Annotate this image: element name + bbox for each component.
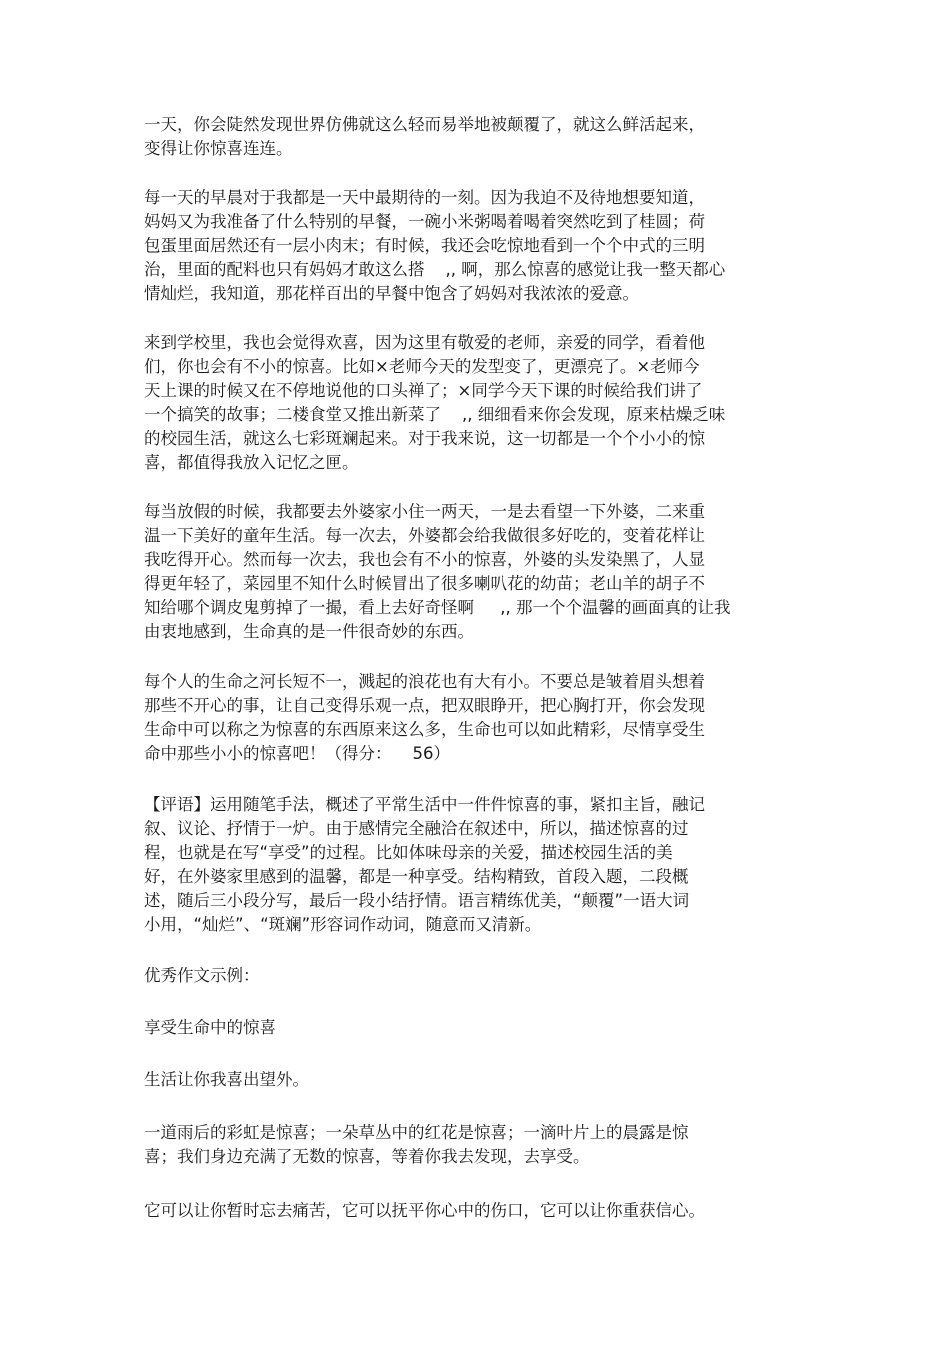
paragraph [144,1121,784,1169]
comment-paragraph [144,793,784,937]
text-line: 小用，“灿烂”、“斑斓”形容词作动词，随意而又清新。 [144,915,542,934]
text-line: 每个人的生命之河长短不一，溅起的浪花也有大有小。不要总是皱着眉头想着 [144,672,705,691]
text-line: 好，在外婆家里感到的温馨，都是一种享受。结构精致，首段入题，二段概 [144,867,689,886]
text-line: 【评语】运用随笔手法，概述了平常生活中一件件惊喜的事，紧扣主旨，融记 [144,795,705,814]
text-line: 治，里面的配料也只有妈妈才敢这么搭 ,, 啊，那么惊喜的感觉让我一整天都心 [144,260,726,279]
paragraph [144,1199,784,1223]
text-line: 一天，你会陡然发现世界仿佛就这么轻而易举地被颠覆了，就这么鲜活起来， [144,115,705,134]
text-line: 天上课的时候又在不停地说他的口头禅了；×同学今天下课的时候给我们讲了 [144,381,703,400]
text-line: 生活让你我喜出望外。 [144,1070,309,1089]
paragraph [144,331,784,475]
text-line: 们，你也会有不小的惊喜。比如×老师今天的发型变了，更漂亮了。×老师今 [144,357,700,376]
text-line: 知给哪个调皮鬼剪掉了一撮，看上去好奇怪啊 ,, 那一个个温馨的画面真的让我 [144,598,731,617]
paragraph [144,500,784,644]
text-line: 优秀作文示例： [144,966,260,985]
text-line: 来到学校里，我也会觉得欢喜，因为这里有敬爱的老师，亲爱的同学，看着他 [144,333,705,352]
text-line: 一个搞笑的故事；二楼食堂又推出新菜了 ,, 细细看来你会发现，原来枯燥乏味 [144,405,726,424]
text-line: 得更年轻了，菜园里不知什么时候冒出了很多喇叭花的幼苗；老山羊的胡子不 [144,574,705,593]
text-line: 由衷地感到，生命真的是一件很奇妙的东西。 [144,622,474,641]
text-line: 温一下美好的童年生活。每一次去，外婆都会给我做很多好吃的，变着花样让 [144,526,705,545]
text-line: 包蛋里面居然还有一层小肉末；有时候，我还会吃惊地看到一个个中式的三明 [144,236,705,255]
paragraph [144,1068,784,1092]
text-line: 我吃得开心。然而每一次去，我也会有不小的惊喜，外婆的头发染黑了，人显 [144,550,705,569]
text-line: 它可以让你暂时忘去痛苦，它可以抚平你心中的伤口，它可以让你重获信心。 [144,1201,705,1220]
text-line: 一道雨后的彩虹是惊喜；一朵草丛中的红花是惊喜；一滴叶片上的晨露是惊 [144,1123,689,1142]
text-line: 喜；我们身边充满了无数的惊喜，等着你我去发现，去享受。 [144,1147,590,1166]
text-line: 命中那些小小的惊喜吧！（得分： 56） [144,744,450,763]
text-line: 妈妈又为我准备了什么特别的早餐，一碗小米粥喝着喝着突然吃到了桂圆；荷 [144,212,705,231]
paragraph [144,186,784,306]
text-line: 情灿烂，我知道，那花样百出的早餐中饱含了妈妈对我浓浓的爱意。 [144,284,639,303]
text-line: 享受生命中的惊喜 [144,1018,276,1037]
text-line: 那些不开心的事，让自己变得乐观一点，把双眼睁开，把心胸打开，你会发现 [144,696,705,715]
document-body [144,113,784,1223]
section-label [144,964,784,988]
text-line: 述，随后三小段分写，最后一段小结抒情。语言精练优美，“颠覆”一语大词 [144,891,690,910]
text-line: 的校园生活，就这么七彩斑斓起来。对于我来说，这一切都是一个个小小的惊 [144,429,705,448]
paragraph [144,113,784,161]
text-line: 每当放假的时候，我都要去外婆家小住一两天，一是去看望一下外婆，二来重 [144,502,705,521]
text-line: 程，也就是在写“享受”的过程。比如体味母亲的关爱，描述校园生活的美 [144,843,673,862]
text-line: 变得让你惊喜连连。 [144,139,293,158]
text-line: 每一天的早晨对于我都是一天中最期待的一刻。因为我迫不及待地想要知道， [144,188,705,207]
essay-title [144,1016,784,1040]
text-line: 叙、议论、抒情于一炉。由于感情完全融洽在叙述中，所以，描述惊喜的过 [144,819,689,838]
text-line: 喜，都值得我放入记忆之匣。 [144,453,359,472]
text-line: 生命中可以称之为惊喜的东西原来这么多，生命也可以如此精彩，尽情享受生 [144,720,705,739]
paragraph [144,670,784,766]
